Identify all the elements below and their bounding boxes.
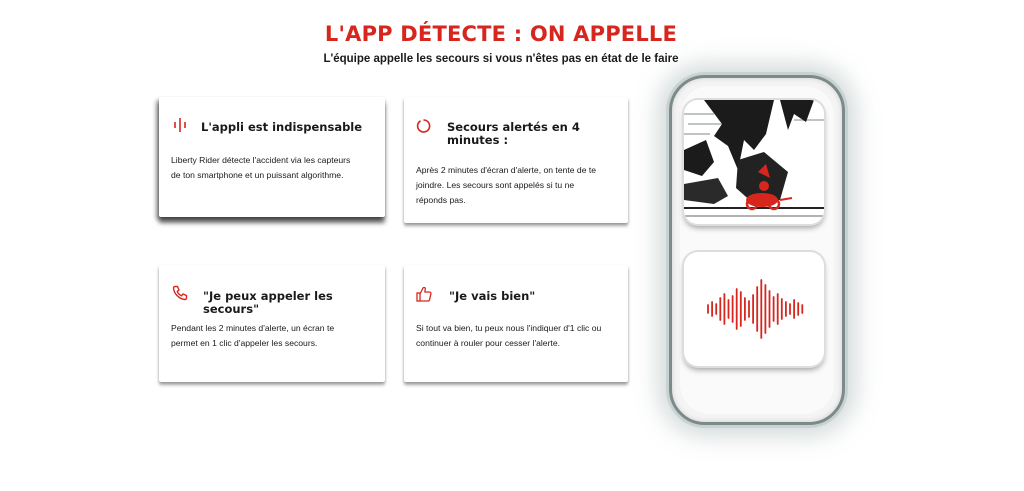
alert-wave-screen xyxy=(684,252,824,366)
loading-ring-icon xyxy=(416,118,432,139)
sound-bars-icon xyxy=(173,117,187,138)
crash-illustration xyxy=(684,100,824,224)
sound-wave-icon xyxy=(684,252,824,366)
page-subtitle: L'équipe appelle les secours si vous n'êtes pas en état de le faire xyxy=(323,53,679,65)
card-title: L'appli est indispensable xyxy=(201,120,363,134)
card-text: Liberty Rider détecte l'accident via les capteurs de ton smartphone et un puissant algorithme. xyxy=(171,155,351,180)
card-appeler-secours xyxy=(159,265,385,382)
card-title: Secours alertés en 4 minutes : xyxy=(447,120,580,147)
card-indispensable xyxy=(159,97,385,217)
card-text: Pendant les 2 minutes d'alerte, un écran te permet en 1 clic d'appeler les secours. xyxy=(171,323,335,348)
thumbs-up-icon xyxy=(416,286,432,307)
card-title: "Je peux appeler les secours" xyxy=(203,289,333,316)
card-text: Après 2 minutes d'écran d'alerte, on tente de te joindre. Les secours sont appelés si tu ne réponds pas. xyxy=(416,165,597,205)
card-secours-alertes xyxy=(404,97,628,223)
page-title: L'APP DÉTECTE : ON APPELLE xyxy=(324,22,678,46)
card-text: Si tout va bien, tu peux nous l'indiquer d'1 clic ou continuer à rouler pour cesser l'alerte. xyxy=(416,323,602,348)
card-je-vais-bien xyxy=(404,265,628,382)
card-title: "Je vais bien" xyxy=(449,289,536,303)
phone-icon xyxy=(172,285,188,306)
